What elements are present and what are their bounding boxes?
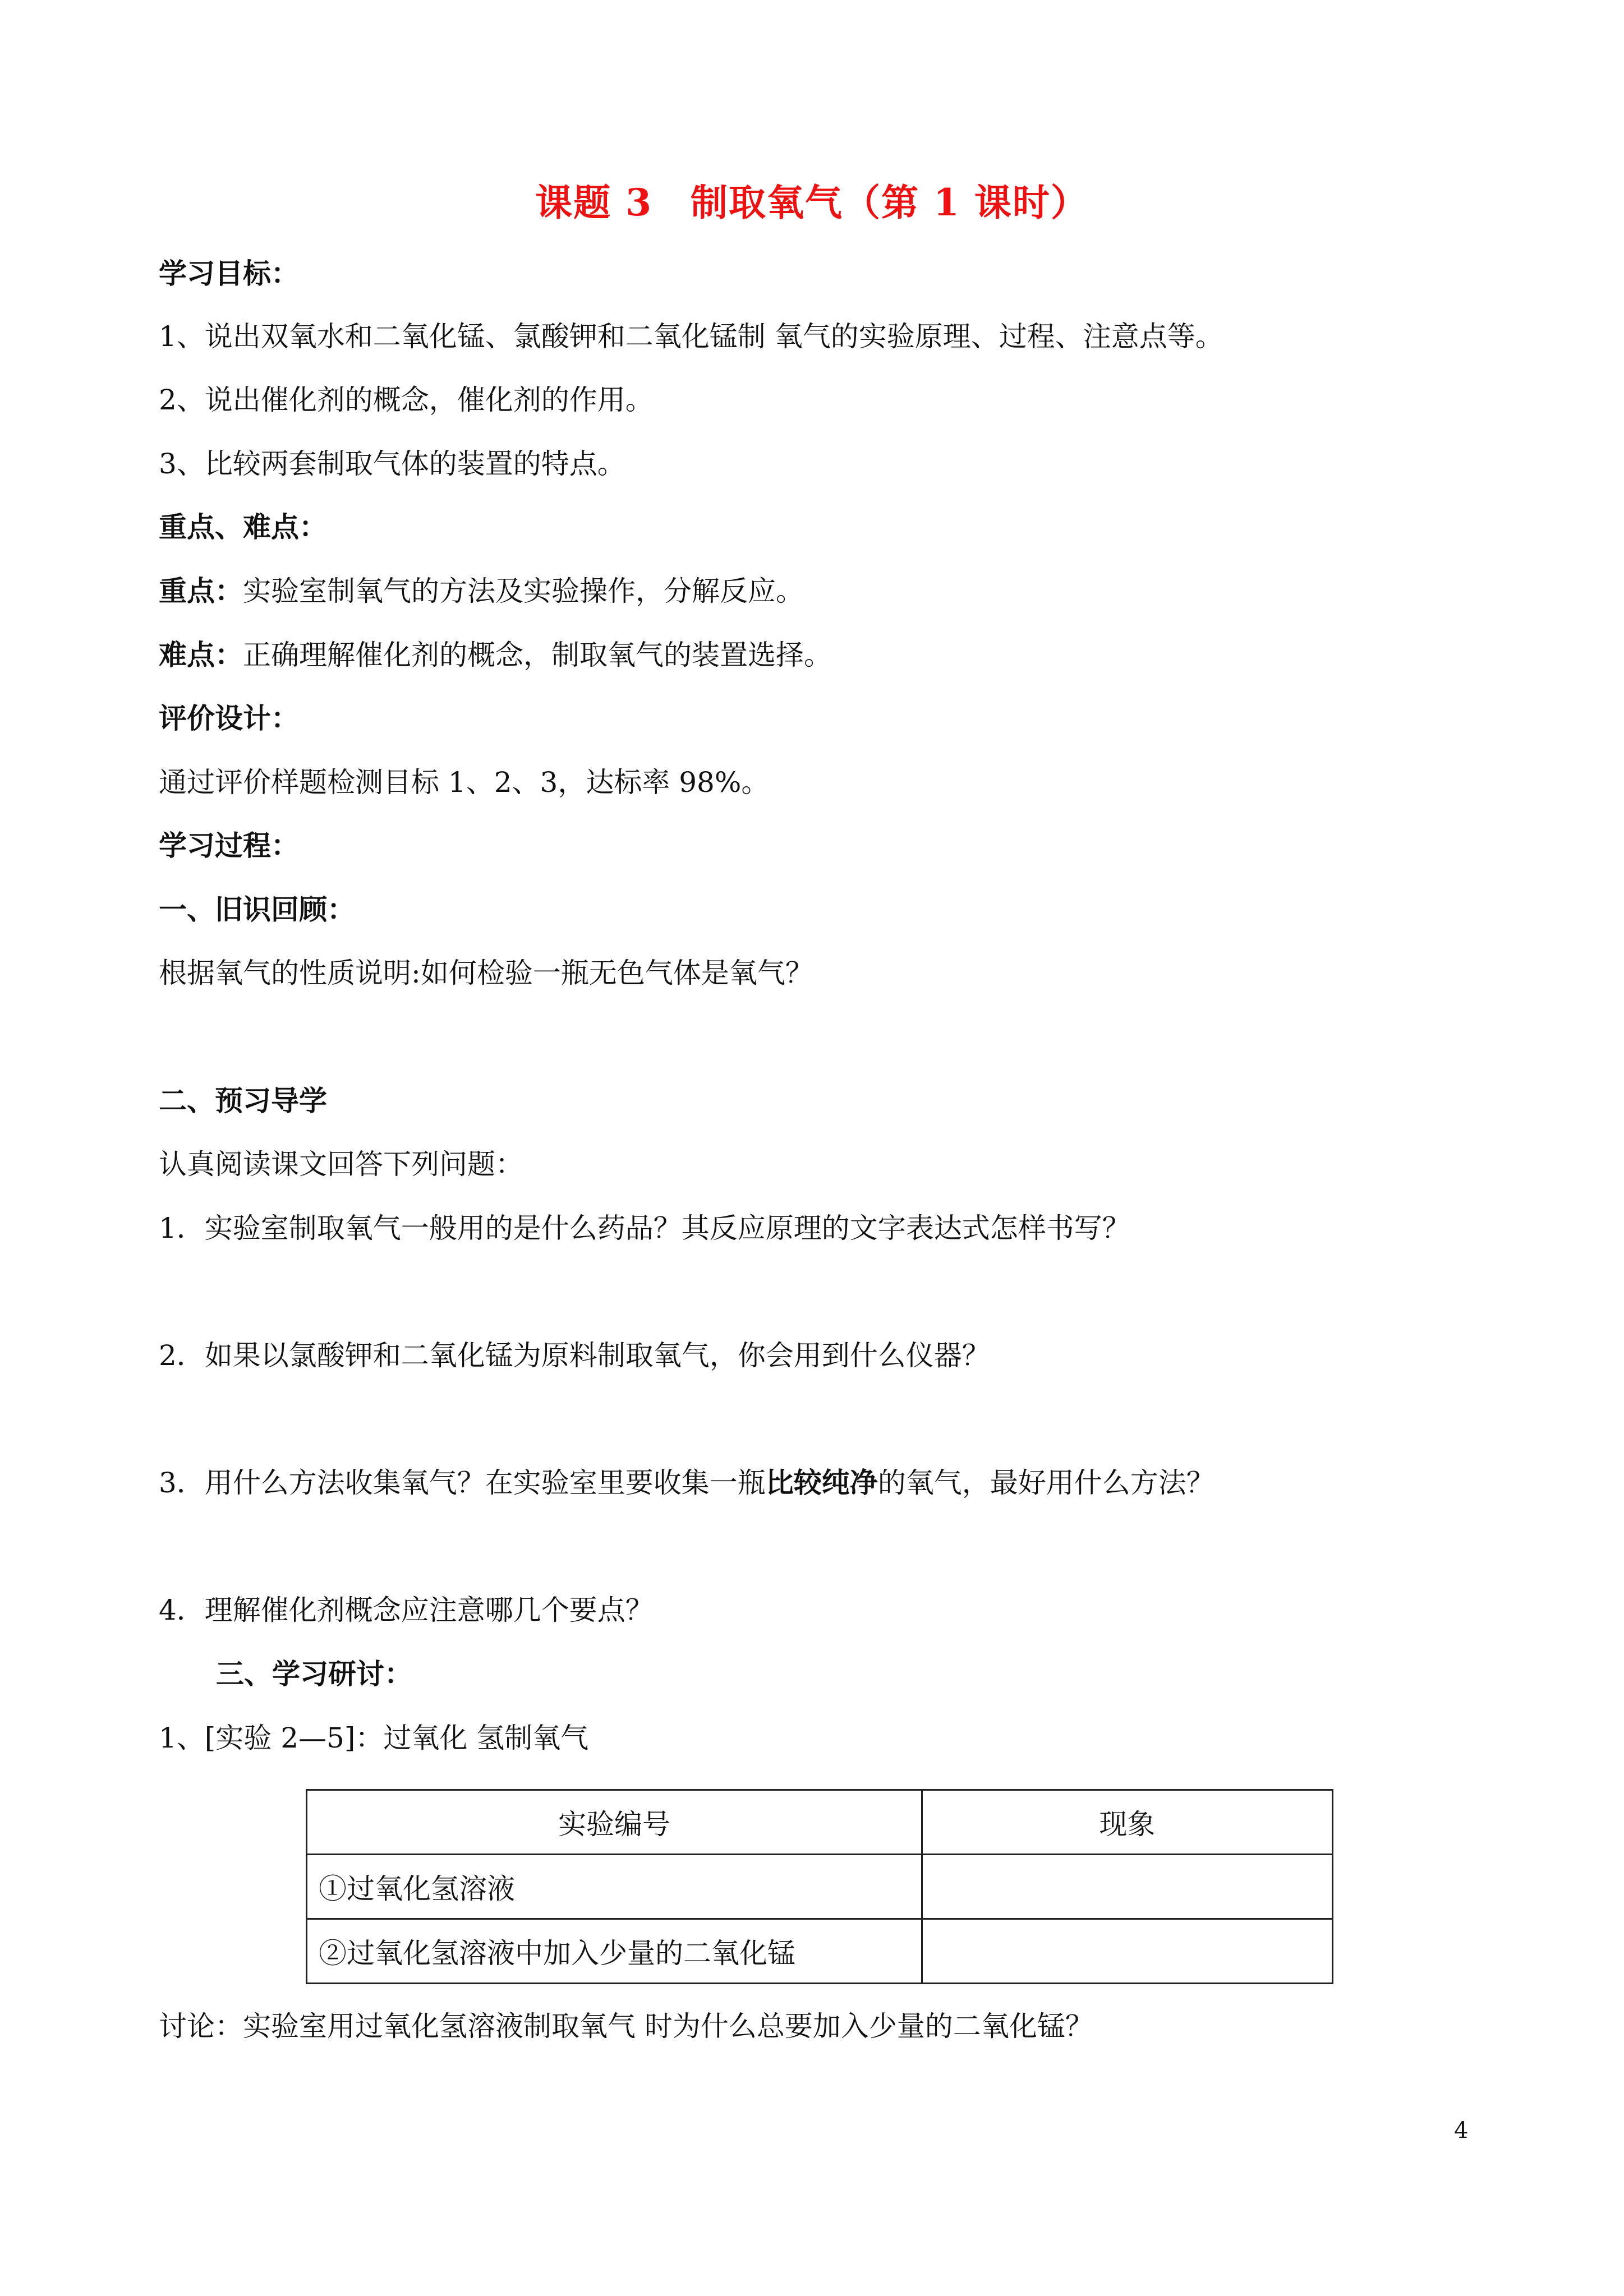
question-1: 1．实验室制取氧气一般用的是什么药品？其反应原理的文字表达式怎样书写？ [159,1212,1130,1244]
key-points-heading: 重点、难点： [159,510,327,543]
evaluation-heading: 评价设计： [159,702,299,735]
question-3 [159,1466,1214,1500]
question-3-part-b: 的氧气，最好用什么方法？ [877,1467,1214,1499]
page-title: 课题 3 制取氧气（第 1 课时） [535,181,1089,224]
question-3-part-a: 3．用什么方法收集氧气？在实验室里要收集一瓶 [159,1467,766,1499]
preview-intro: 认真阅读课文回答下列问题： [159,1148,523,1181]
table-cell-empty [922,1855,1333,1919]
table-cell-empty [922,1919,1333,1984]
preview-heading: 二、预习导学 [159,1084,327,1117]
review-text: 根据氧气的性质说明:如何检验一瓶无色气体是氧气？ [159,957,813,989]
objective-item: 1、说出双氧水和二氧化锰、氯酸钾和二氧化锰制 氧气的实验原理、过程、注意点等。 [159,320,1223,353]
question-4: 4．理解催化剂概念应注意哪几个要点？ [159,1594,654,1626]
key-label: 重点： [159,574,243,607]
evaluation-text: 通过评价样题检测目标 1、2、3，达标率 98%。 [159,766,770,799]
key-text: 实验室制氧气的方法及实验操作，分解反应。 [243,575,804,607]
experiment-table [306,1789,1333,1984]
study-heading: 三、学习研讨： [216,1657,412,1690]
question-2: 2．如果以氯酸钾和二氧化锰为原料制取氧气，你会用到什么仪器？ [159,1339,990,1372]
question-3-emphasis: 比较纯净 [765,1466,878,1499]
table-header-row [307,1790,1333,1855]
table-row [307,1855,1333,1919]
table-cell: ②过氧化氢溶液中加入少量的二氧化锰 [307,1919,922,1984]
difficulty-label: 难点： [159,638,243,671]
process-heading: 学习过程： [159,829,299,862]
page-number: 4 [1454,2118,1469,2143]
discussion-text: 讨论：实验室用过氧化氢溶液制取氧气 时为什么总要加入少量的二氧化锰？ [159,2010,1093,2043]
table-header-cell: 实验编号 [307,1790,922,1855]
key-point-line [159,574,804,608]
table-cell: ①过氧化氢溶液 [307,1855,922,1919]
objective-item: 2、说出催化剂的概念，催化剂的作用。 [159,384,654,416]
objective-item: 3、比较两套制取气体的装置的特点。 [159,448,625,480]
review-heading: 一、旧识回顾： [159,893,355,926]
difficulty-line [159,638,832,672]
table-header-cell: 现象 [922,1790,1333,1855]
experiment-title: 1、[实验 2—5]：过氧化 氢制氧气 [159,1722,589,1754]
table-row [307,1919,1333,1984]
difficulty-text: 正确理解催化剂的概念，制取氧气的装置选择。 [243,639,832,671]
objectives-heading: 学习目标： [159,257,299,290]
